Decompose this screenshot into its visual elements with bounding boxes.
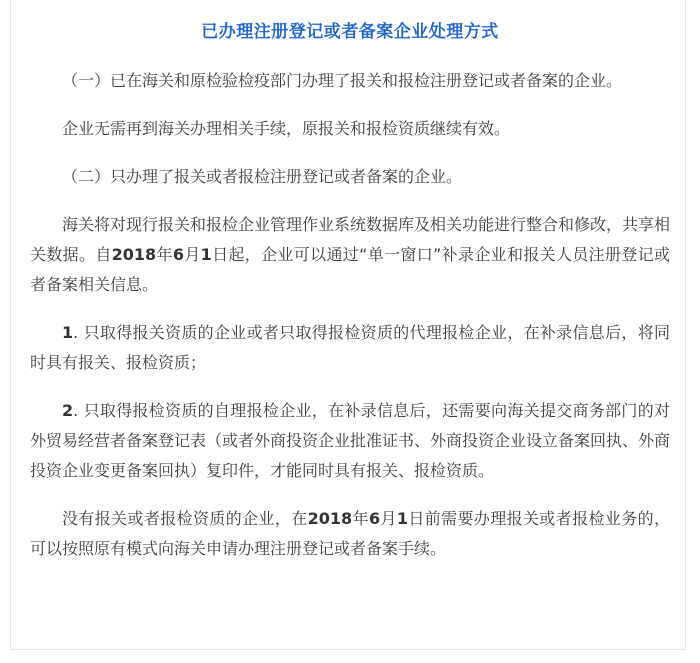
paragraph-section-one: （一）已在海关和原检验检疫部门办理了报关和报检注册登记或者备案的企业。: [62, 71, 623, 90]
list-item-2: [30, 396, 670, 486]
article-body: [30, 66, 670, 582]
list-number: 2: [62, 401, 74, 420]
text-segment: 日起，企业可以通过“单一窗口”补录企业和报关人员注册登记或者备案相关信息。: [30, 245, 670, 294]
list-item-text: . 只取得报关资质的企业或者只取得报检资质的代理报检企业，在补录信息后，将同时具有报关、报检资质；: [30, 323, 670, 372]
article-title: 已办理注册登记或者备案企业处理方式: [201, 22, 499, 42]
text-segment: 年: [352, 509, 369, 528]
paragraph-data-integration: [30, 210, 670, 300]
date-year: 2018: [111, 245, 157, 264]
paragraph-section-two: （二）只办理了报关或者报检注册登记或者备案的企业。: [62, 167, 463, 186]
text-segment: 月: [380, 509, 397, 528]
text-segment: 月: [184, 245, 201, 264]
date-month: 6: [172, 245, 184, 264]
list-number: 1: [62, 323, 74, 342]
date-day: 1: [200, 245, 212, 264]
list-item-1: [30, 318, 670, 378]
text-segment: 年: [156, 245, 173, 264]
text-segment: 没有报关或者报检资质的企业，在: [62, 509, 308, 528]
list-item-text: . 只取得报检资质的自理报检企业，在补录信息后，还需要向海关提交商务部门的对外贸易经营者备案登记表（或者外商投资企业批准证书、外商投资企业设立备案回执、外商投资企业变更备案回执）复印件，才能同时具有报关、报检资质。: [30, 401, 671, 480]
date-month: 6: [368, 509, 381, 528]
paragraph-no-procedure: 企业无需再到海关办理相关手续，原报关和报检资质继续有效。: [62, 119, 511, 138]
date-day: 1: [396, 509, 408, 528]
text-segment: 海关将对现行报关和报检企业管理作业系统数据库及相关功能进行整合和修改，共享相关数据。自: [30, 215, 671, 264]
date-year: 2018: [307, 509, 353, 528]
text-segment: 日前需要办理报关或者报检业务的，可以按照原有模式向海关申请办理注册登记或者备案手续。: [30, 509, 670, 558]
paragraph-no-qualification: [30, 504, 670, 564]
